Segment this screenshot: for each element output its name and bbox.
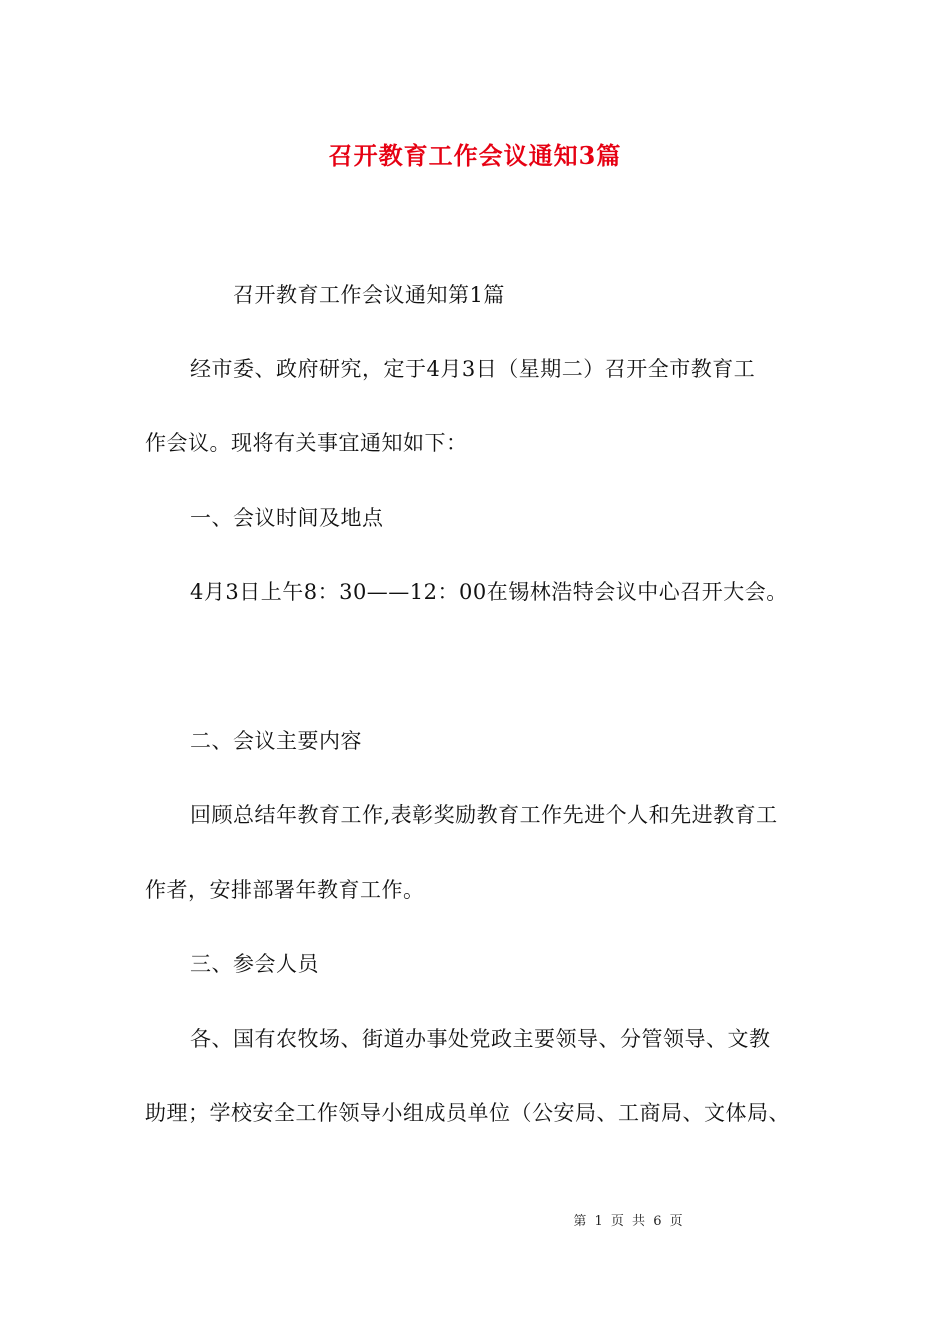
paragraph-line: 回顾总结年教育工作,表彰奖励教育工作先进个人和先进教育工 xyxy=(190,803,778,827)
paragraph-line: 经市委、政府研究，定于4月3日（星期二）召开全市教育工 xyxy=(190,357,756,381)
paragraph-line: 4月3日上午8：30——12：00在锡林浩特会议中心召开大会。 xyxy=(190,580,788,604)
paragraph-line: 各、国有农牧场、街道办事处党政主要领导、分管领导、文教 xyxy=(190,1027,771,1051)
section-heading: 二、会议主要内容 xyxy=(190,729,362,753)
document-title: 召开教育工作会议通知3篇 xyxy=(328,141,622,170)
paragraph-line: 作者，安排部署年教育工作。 xyxy=(145,878,425,902)
section-heading: 一、会议时间及地点 xyxy=(190,506,384,530)
section-heading: 三、参会人员 xyxy=(190,952,319,976)
section-heading-1: 召开教育工作会议通知第1篇 xyxy=(233,283,505,307)
paragraph-line: 作会议。现将有关事宜通知如下： xyxy=(145,431,468,455)
paragraph-line: 助理；学校安全工作领导小组成员单位（公安局、工商局、文体局、 xyxy=(145,1101,790,1125)
page-number: 第 1 页 共 6 页 xyxy=(573,1214,685,1229)
